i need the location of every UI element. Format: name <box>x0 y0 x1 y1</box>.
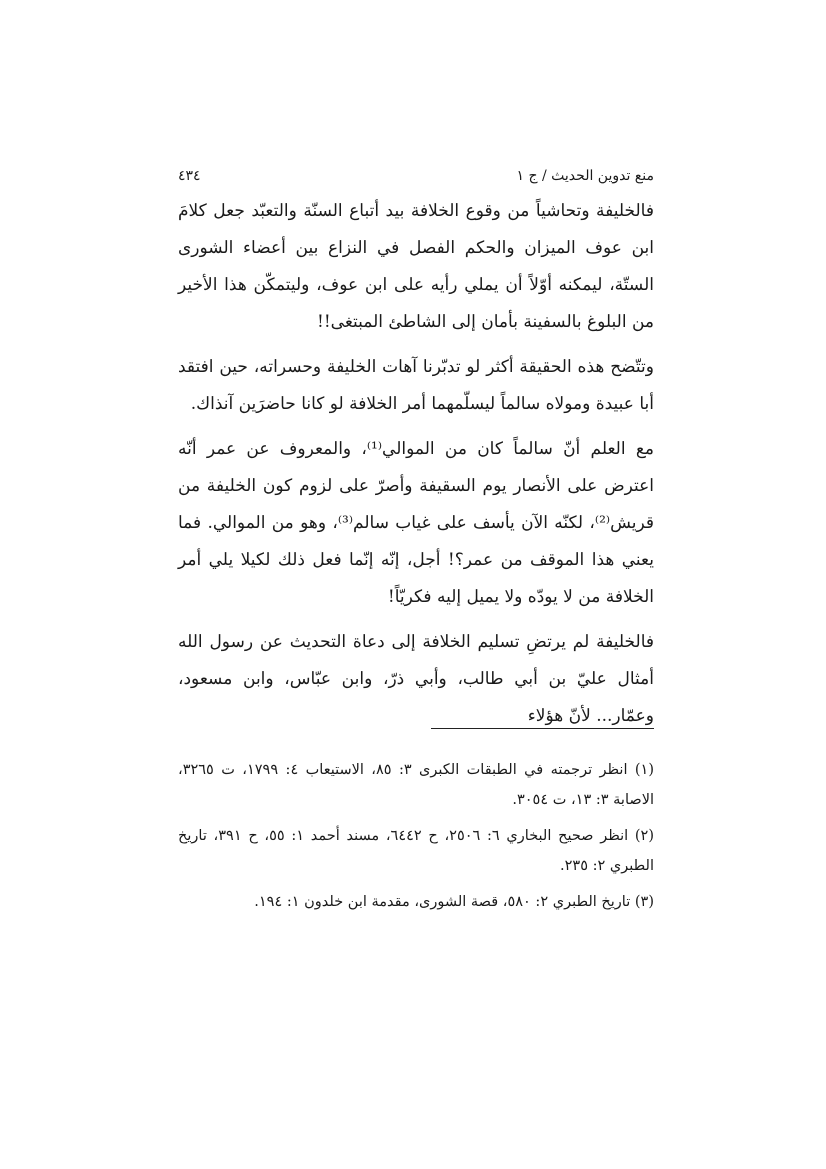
paragraph: وتتّضح هذه الحقيقة أكثر لو تدبّرنا آهات الخليفة وحسراته، حين افتقد أبا عبيدة ومولاه سالماً ليسلّمهما أمر الخلافة لو كانا حاضرَين آنذاك. <box>178 357 654 414</box>
page-number: ٤٣٤ <box>178 168 201 184</box>
footnote: (١) انظر ترجمته في الطبقات الكبرى ٣: ٨٥، الاستيعاب ٤: ١٧٩٩، ت ٣٢٦٥، الاصابة ٣: ١٣، ت ٣٠٥٤. <box>178 762 654 808</box>
book-title: منع تدوين الحديث / ج ١ <box>516 168 654 184</box>
footnotes <box>178 755 654 923</box>
paragraph: فالخليفة وتحاشياً من وقوع الخلافة بيد أتباع السنّة والتعبّد جعل كلامَ ابن عوف الميزان والحكم الفصل في النزاع بين أعضاء الشورى الستّة، ليمكنه أوّلاً أن يملي رأيه على ابن عوف، وليتمكّن هذا الأخير من البلوغ بالسفينة بأمان إلى الشاطئ المبتغى!! <box>178 201 654 332</box>
footnote: (٣) تاريخ الطبري ٢: ٥٨٠، قصة الشورى، مقدمة ابن خلدون ١: ١٩٤. <box>254 894 654 910</box>
main-text <box>178 193 654 743</box>
running-header <box>178 168 654 184</box>
footnote: (٢) انظر صحيح البخاري ٦: ٢٥٠٦، ح ٦٤٤٢، مسند أحمد ١: ٥٥، ح ٣٩١، تاريخ الطبري ٢: ٢٣٥. <box>178 828 654 874</box>
footnote-separator <box>431 728 654 729</box>
paragraph: مع العلم أنّ سالماً كان من الموالي⁽¹⁾، والمعروف عن عمر أنّه اعترض على الأنصار يوم السقيفة وأصرّ على لزوم كون الخليفة من قريش⁽²⁾، لكنّه الآن يأسف على غياب سالم⁽³⁾، وهو من الموالي. فما يعني هذا الموقف من عمر؟! أجل، إنّه إنّما فعل ذلك لكيلا يلي أمر الخلافة من لا يودّه ولا يميل إليه فكريّاً! <box>178 439 654 607</box>
paragraph: فالخليفة لم يرتضِ تسليم الخلافة إلى دعاة التحديث عن رسول الله أمثال عليّ بن أبي طالب، وأبي ذرّ، وابن عبّاس، وابن مسعود، وعمّار... لأنّ هؤلاء <box>178 632 654 726</box>
